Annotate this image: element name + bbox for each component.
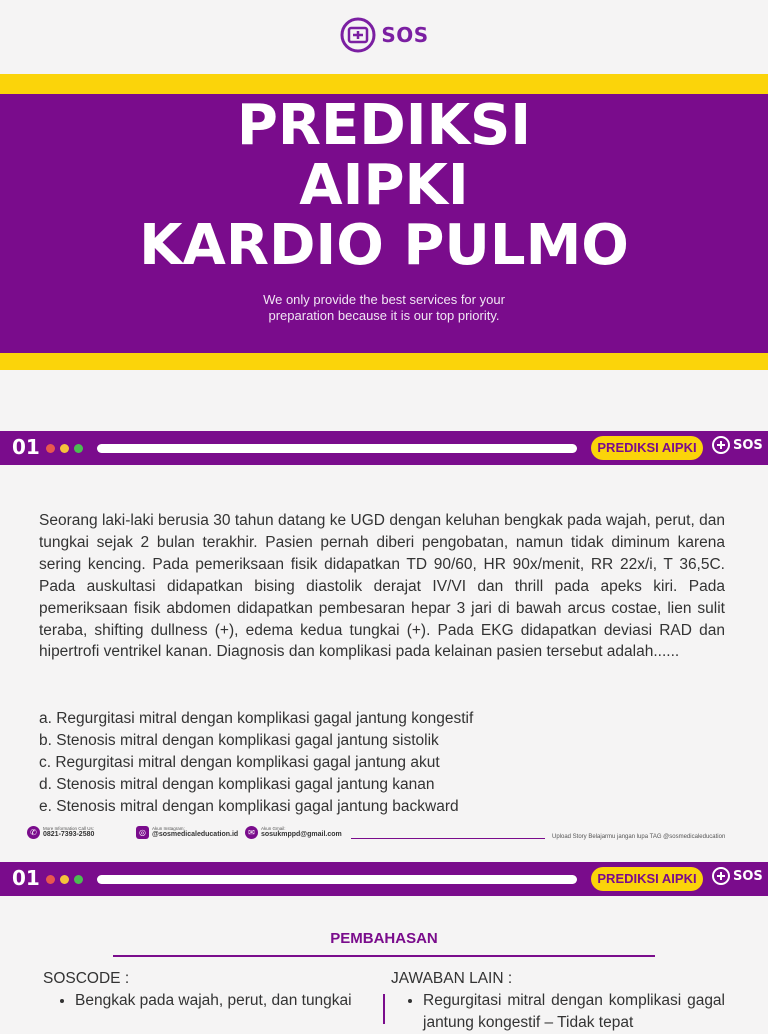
other-answers-list	[391, 990, 725, 1034]
list-item: • Regurgitasi mitral dengan komplikasi gagal jantung kongestif – Tidak tepat	[423, 990, 725, 1034]
footer-ig-value: @sosmedicaleducation.id	[152, 831, 239, 838]
section-number: 01	[12, 435, 40, 459]
question-text: Seorang laki-laki berusia 30 tahun datang ke UGD dengan keluhan bengkak pada wajah, perut, dan tungkai sejak 2 bulan terakhir. Pasien pernah diberi pengobatan, namun tidak diminum karena sering kencing. Pada pemeriksaan fisik didapatkan TD 90/60, HR 90x/menit, RR 22x/i, T 36,5C. Pada auskultasi didapatkan bising diastolik derajat IV/VI dan thrill pada apeks kiri. Pada pemeriksaan fisik abdomen didapatkan pembesaran hepar 3 jari di bawah arcus costae, lien sulit teraba, shifting dullness (+), edema kedua tungkai (+). Pada EKG didapatkan deviasi RAD dan hipertrofi ventrikel kanan. Diagnosis dan komplikasi pada kelainan pasien tersebut adalah......	[39, 512, 725, 661]
mini-logo	[711, 435, 763, 455]
section-bar-discussion	[0, 862, 768, 896]
footer-phone-value: 0821-7393-2580	[43, 831, 95, 838]
email-icon: ✉	[245, 826, 258, 839]
hero-title-line-3: KARDIO PULMO	[139, 213, 629, 278]
discussion-underline	[113, 955, 655, 957]
window-dots	[46, 875, 83, 884]
discussion-heading: PEMBAHASAN	[330, 930, 438, 947]
option-e: e. Stenosis mitral dengan komplikasi gagal jantung backward	[39, 797, 459, 815]
dot-yellow	[60, 444, 69, 453]
option-a: a. Regurgitasi mitral dengan komplikasi gagal jantung kongestif	[39, 710, 474, 727]
mini-logo-text: SOS	[733, 437, 763, 453]
option-b: b. Stenosis mitral dengan komplikasi gagal jantung sistolik	[39, 731, 439, 749]
window-dots	[46, 444, 83, 453]
hero-title-line-1: PREDIKSI	[236, 93, 532, 158]
sos-logo-icon	[339, 14, 377, 56]
brand-logo	[0, 14, 768, 56]
dot-green	[74, 875, 83, 884]
prediksi-pill: PREDIKSI AIPKI	[591, 436, 703, 460]
section-number: 01	[12, 866, 40, 890]
hero-title	[0, 94, 768, 276]
hero-banner	[0, 94, 768, 353]
whatsapp-icon: ✆	[27, 826, 40, 839]
soscode-title: SOSCODE :	[43, 970, 130, 987]
contact-footer	[0, 826, 768, 848]
mini-logo-text: SOS	[733, 868, 763, 884]
column-divider	[383, 994, 385, 1024]
hero-title-line-2: AIPKI	[299, 153, 469, 218]
footer-instagram	[136, 826, 238, 839]
mini-logo	[711, 866, 763, 886]
dot-yellow	[60, 875, 69, 884]
brand-name: SOS	[381, 23, 429, 47]
section-bar-question	[0, 431, 768, 465]
footer-ig-label: Akun Instagram:	[152, 826, 185, 831]
dot-red	[46, 875, 55, 884]
soscode-column	[43, 968, 369, 1012]
list-item: • Bengkak pada wajah, perut, dan tungkai	[75, 990, 369, 1012]
hero-subtitle-line-1: We only provide the best services for your	[263, 292, 505, 307]
option-d: d. Stenosis mitral dengan komplikasi gagal jantung kanan	[39, 775, 435, 793]
sos-logo-icon	[711, 435, 731, 455]
footer-email-value: sosukmppd@gmail.com	[261, 831, 342, 838]
hero-subtitle	[0, 292, 768, 324]
footer-email	[245, 826, 342, 839]
dot-green	[74, 444, 83, 453]
option-c: c. Regurgitasi mitral dengan komplikasi gagal jantung akut	[39, 753, 440, 771]
footer-phone-label: More Information Call Us:	[43, 826, 95, 831]
other-answers-column	[391, 968, 725, 1034]
instagram-icon: ◎	[136, 826, 149, 839]
footer-upload-note: Upload Story Belajarmu jangan lupa TAG @sosmedicaleducation	[552, 834, 726, 840]
other-answers-title: JAWABAN LAIN :	[391, 970, 513, 987]
progress-bar	[97, 875, 577, 884]
hero-top-stripe	[0, 74, 768, 94]
answer-options	[39, 708, 729, 818]
footer-divider	[351, 838, 545, 839]
progress-bar	[97, 444, 577, 453]
sos-logo-icon	[711, 866, 731, 886]
prediksi-pill: PREDIKSI AIPKI	[591, 867, 703, 891]
hero-subtitle-line-2: preparation because it is our top priority.	[268, 308, 500, 323]
soscode-list	[43, 990, 369, 1012]
dot-red	[46, 444, 55, 453]
hero-bottom-stripe	[0, 353, 768, 370]
footer-phone	[27, 826, 94, 839]
footer-email-label: Akun Gmail:	[261, 826, 286, 831]
